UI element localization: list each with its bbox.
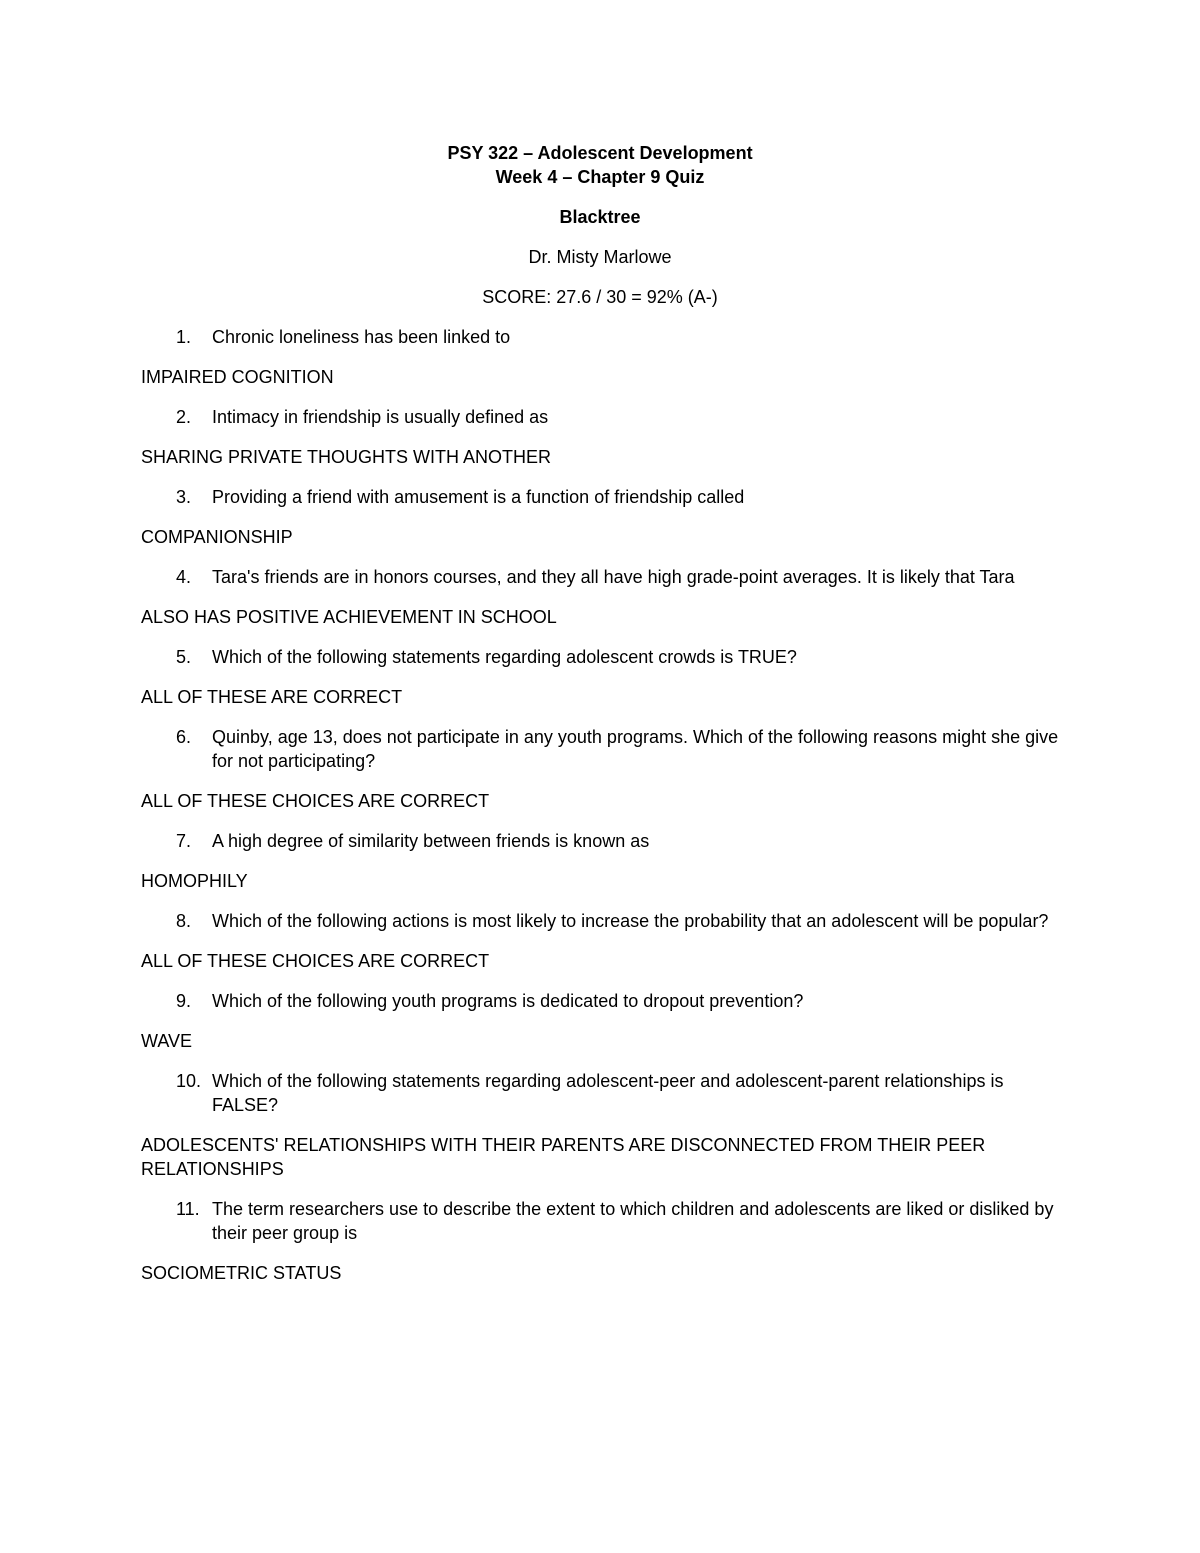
- answer-1: IMPAIRED COGNITION: [141, 367, 334, 387]
- question-number: 3.: [176, 487, 192, 507]
- answer-9: WAVE: [141, 1031, 193, 1051]
- question-6: [141, 725, 1071, 773]
- question-text: Which of the following youth programs is dedicated to dropout prevention?: [212, 991, 804, 1011]
- answer-3: COMPANIONSHIP: [141, 527, 293, 547]
- student-name: Blacktree: [559, 207, 641, 227]
- question-number: 8.: [176, 911, 192, 931]
- question-text: Chronic loneliness has been linked to: [212, 327, 511, 347]
- question-number: 5.: [176, 647, 192, 667]
- question-number: 2.: [176, 407, 192, 427]
- question-number: 6.: [176, 727, 192, 747]
- answer-6: ALL OF THESE CHOICES ARE CORRECT: [141, 791, 490, 811]
- question-text: Tara's friends are in honors courses, and they all have high grade-point averages. It is likely that Tara: [212, 567, 1015, 587]
- question-number: 10.: [176, 1071, 202, 1091]
- instructor-name: Dr. Misty Marlowe: [528, 247, 672, 267]
- question-number: 7.: [176, 831, 192, 851]
- question-9: [141, 989, 1071, 1013]
- answer-4: ALSO HAS POSITIVE ACHIEVEMENT IN SCHOOL: [141, 607, 557, 627]
- quiz-title: Week 4 – Chapter 9 Quiz: [495, 167, 705, 187]
- question-text: Providing a friend with amusement is a function of friendship called: [212, 487, 745, 507]
- question-text: Which of the following statements regarding adolescent crowds is TRUE?: [212, 647, 797, 667]
- question-text: Which of the following statements regarding adolescent-peer and adolescent-parent relationships is FALSE?: [212, 1071, 1004, 1115]
- answer-5: ALL OF THESE ARE CORRECT: [141, 687, 403, 707]
- score-line: SCORE: 27.6 / 30 = 92% (A-): [482, 287, 718, 307]
- answer-8: ALL OF THESE CHOICES ARE CORRECT: [141, 951, 490, 971]
- question-3: [141, 485, 1071, 509]
- question-text: The term researchers use to describe the extent to which children and adolescents are liked or disliked by their peer group is: [212, 1199, 1054, 1243]
- question-1: [141, 325, 1071, 349]
- question-number: 4.: [176, 567, 192, 587]
- question-11: [141, 1197, 1071, 1245]
- question-8: [141, 909, 1071, 933]
- question-text: Intimacy in friendship is usually defined as: [212, 407, 549, 427]
- answer-2: SHARING PRIVATE THOUGHTS WITH ANOTHER: [141, 447, 552, 467]
- question-4: [141, 565, 1071, 589]
- question-text: A high degree of similarity between friends is known as: [212, 831, 650, 851]
- question-text: Quinby, age 13, does not participate in any youth programs. Which of the following reasons might she give for not participating?: [212, 727, 1059, 771]
- question-2: [141, 405, 1071, 429]
- quiz-items: [141, 325, 1071, 1301]
- answer-7: HOMOPHILY: [141, 871, 248, 891]
- answer-10: ADOLESCENTS' RELATIONSHIPS WITH THEIR PARENTS ARE DISCONNECTED FROM THEIR PEER RELATIONSHIPS: [141, 1135, 986, 1179]
- answer-11: SOCIOMETRIC STATUS: [141, 1263, 342, 1283]
- question-5: [141, 645, 1071, 669]
- question-10: [141, 1069, 1071, 1117]
- course-title: PSY 322 – Adolescent Development: [447, 143, 753, 163]
- question-number: 9.: [176, 991, 192, 1011]
- question-7: [141, 829, 1071, 853]
- question-number: 11.: [176, 1199, 200, 1219]
- question-number: 1.: [176, 327, 192, 347]
- question-text: Which of the following actions is most likely to increase the probability that an adolescent will be popular?: [212, 911, 1049, 931]
